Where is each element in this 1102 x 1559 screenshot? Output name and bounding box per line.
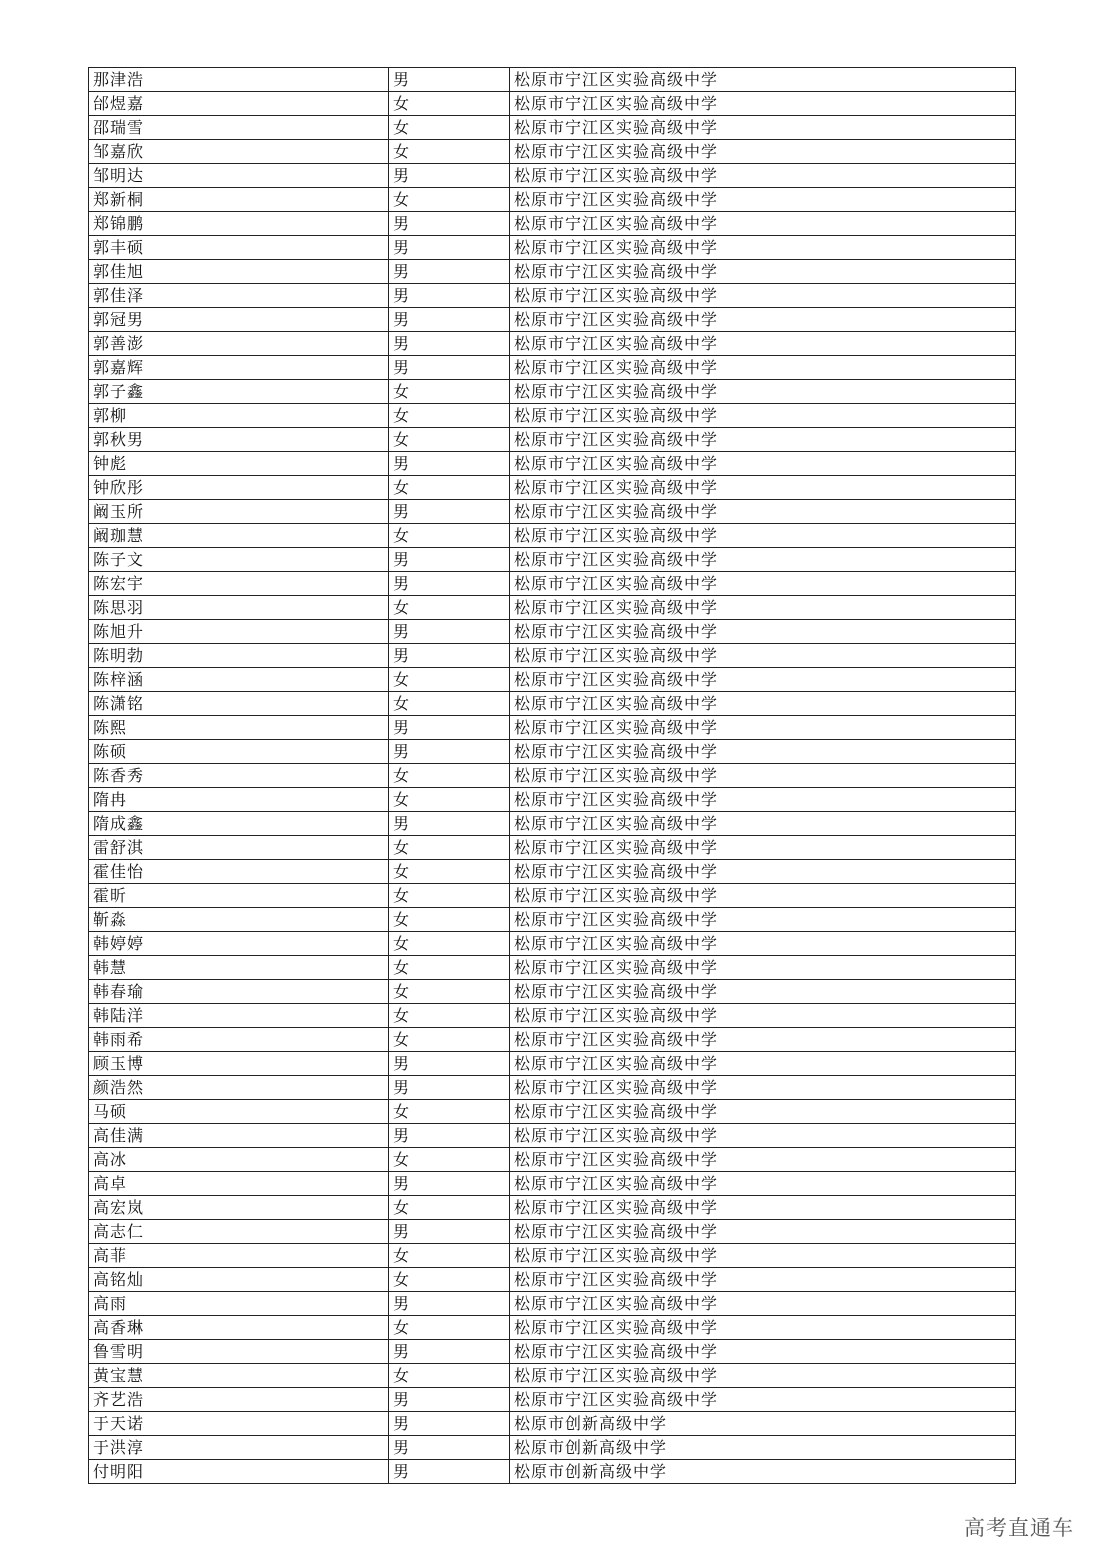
gender-cell: 女: [389, 116, 510, 140]
school-cell: 松原市宁江区实验高级中学: [510, 1340, 1016, 1364]
gender-cell: 女: [389, 476, 510, 500]
table-row: [89, 212, 1016, 236]
gender-cell: 男: [389, 500, 510, 524]
school-cell: 松原市宁江区实验高级中学: [510, 884, 1016, 908]
table-row: [89, 524, 1016, 548]
table-row: [89, 140, 1016, 164]
student-name-cell: 陈宏宇: [89, 572, 389, 596]
student-name-cell: 靳淼: [89, 908, 389, 932]
school-cell: 松原市宁江区实验高级中学: [510, 692, 1016, 716]
school-cell: 松原市宁江区实验高级中学: [510, 812, 1016, 836]
gender-cell: 女: [389, 1316, 510, 1340]
school-cell: 松原市宁江区实验高级中学: [510, 1148, 1016, 1172]
student-name-cell: 郭子鑫: [89, 380, 389, 404]
table-row: [89, 1100, 1016, 1124]
student-name-cell: 高宏岚: [89, 1196, 389, 1220]
table-row: [89, 956, 1016, 980]
school-cell: 松原市宁江区实验高级中学: [510, 284, 1016, 308]
gender-cell: 女: [389, 92, 510, 116]
school-cell: 松原市宁江区实验高级中学: [510, 524, 1016, 548]
student-roster-table: [88, 67, 1016, 1484]
student-name-cell: 郭善澎: [89, 332, 389, 356]
school-cell: 松原市宁江区实验高级中学: [510, 188, 1016, 212]
student-name-cell: 郑新桐: [89, 188, 389, 212]
gender-cell: 男: [389, 1412, 510, 1436]
school-cell: 松原市宁江区实验高级中学: [510, 236, 1016, 260]
school-cell: 松原市宁江区实验高级中学: [510, 1004, 1016, 1028]
gender-cell: 女: [389, 932, 510, 956]
gender-cell: 男: [389, 572, 510, 596]
gender-cell: 男: [389, 356, 510, 380]
gender-cell: 男: [389, 1052, 510, 1076]
student-name-cell: 于洪淳: [89, 1436, 389, 1460]
school-cell: 松原市宁江区实验高级中学: [510, 116, 1016, 140]
gender-cell: 男: [389, 68, 510, 92]
table-row: [89, 1292, 1016, 1316]
school-cell: 松原市宁江区实验高级中学: [510, 1172, 1016, 1196]
student-name-cell: 韩春瑜: [89, 980, 389, 1004]
roster-body: [89, 68, 1016, 1484]
table-row: [89, 404, 1016, 428]
school-cell: 松原市宁江区实验高级中学: [510, 68, 1016, 92]
table-row: [89, 1220, 1016, 1244]
student-name-cell: 邹嘉欣: [89, 140, 389, 164]
gender-cell: 女: [389, 140, 510, 164]
table-row: [89, 1004, 1016, 1028]
school-cell: 松原市宁江区实验高级中学: [510, 452, 1016, 476]
student-name-cell: 高雨: [89, 1292, 389, 1316]
table-row: [89, 1316, 1016, 1340]
student-name-cell: 陈熙: [89, 716, 389, 740]
table-row: [89, 356, 1016, 380]
student-name-cell: 韩陆洋: [89, 1004, 389, 1028]
school-cell: 松原市宁江区实验高级中学: [510, 1316, 1016, 1340]
school-cell: 松原市宁江区实验高级中学: [510, 980, 1016, 1004]
student-name-cell: 阚玉所: [89, 500, 389, 524]
table-row: [89, 836, 1016, 860]
school-cell: 松原市宁江区实验高级中学: [510, 260, 1016, 284]
school-cell: 松原市宁江区实验高级中学: [510, 1364, 1016, 1388]
table-row: [89, 740, 1016, 764]
school-cell: 松原市宁江区实验高级中学: [510, 740, 1016, 764]
school-cell: 松原市创新高级中学: [510, 1460, 1016, 1484]
table-row: [89, 1244, 1016, 1268]
table-row: [89, 164, 1016, 188]
student-name-cell: 高志仁: [89, 1220, 389, 1244]
table-row: [89, 596, 1016, 620]
student-name-cell: 阚珈慧: [89, 524, 389, 548]
table-row: [89, 812, 1016, 836]
gender-cell: 男: [389, 1220, 510, 1244]
gender-cell: 男: [389, 1436, 510, 1460]
table-row: [89, 1340, 1016, 1364]
table-row: [89, 428, 1016, 452]
school-cell: 松原市宁江区实验高级中学: [510, 92, 1016, 116]
table-row: [89, 332, 1016, 356]
school-cell: 松原市宁江区实验高级中学: [510, 1220, 1016, 1244]
student-name-cell: 齐艺浩: [89, 1388, 389, 1412]
table-row: [89, 260, 1016, 284]
student-name-cell: 雷舒淇: [89, 836, 389, 860]
school-cell: 松原市宁江区实验高级中学: [510, 332, 1016, 356]
table-row: [89, 1436, 1016, 1460]
school-cell: 松原市创新高级中学: [510, 1412, 1016, 1436]
gender-cell: 男: [389, 260, 510, 284]
gender-cell: 女: [389, 1028, 510, 1052]
student-name-cell: 陈明勃: [89, 644, 389, 668]
gender-cell: 男: [389, 1292, 510, 1316]
table-row: [89, 68, 1016, 92]
school-cell: 松原市宁江区实验高级中学: [510, 404, 1016, 428]
table-row: [89, 1148, 1016, 1172]
table-row: [89, 188, 1016, 212]
student-name-cell: 钟欣彤: [89, 476, 389, 500]
student-name-cell: 黄宝慧: [89, 1364, 389, 1388]
table-row: [89, 1196, 1016, 1220]
student-name-cell: 郭秋男: [89, 428, 389, 452]
table-row: [89, 500, 1016, 524]
table-row: [89, 644, 1016, 668]
student-name-cell: 郑锦鹏: [89, 212, 389, 236]
table-row: [89, 1052, 1016, 1076]
table-row: [89, 884, 1016, 908]
gender-cell: 男: [389, 1172, 510, 1196]
school-cell: 松原市宁江区实验高级中学: [510, 1244, 1016, 1268]
student-name-cell: 隋成鑫: [89, 812, 389, 836]
gender-cell: 男: [389, 620, 510, 644]
school-cell: 松原市宁江区实验高级中学: [510, 1028, 1016, 1052]
gender-cell: 女: [389, 524, 510, 548]
gender-cell: 男: [389, 548, 510, 572]
school-cell: 松原市宁江区实验高级中学: [510, 956, 1016, 980]
table-row: [89, 308, 1016, 332]
gender-cell: 男: [389, 308, 510, 332]
student-name-cell: 高卓: [89, 1172, 389, 1196]
student-name-cell: 颜浩然: [89, 1076, 389, 1100]
gender-cell: 女: [389, 1364, 510, 1388]
table-row: [89, 1028, 1016, 1052]
gender-cell: 女: [389, 764, 510, 788]
gender-cell: 女: [389, 860, 510, 884]
student-name-cell: 高铭灿: [89, 1268, 389, 1292]
school-cell: 松原市宁江区实验高级中学: [510, 380, 1016, 404]
school-cell: 松原市宁江区实验高级中学: [510, 788, 1016, 812]
student-name-cell: 陈旭升: [89, 620, 389, 644]
student-name-cell: 顾玉博: [89, 1052, 389, 1076]
school-cell: 松原市宁江区实验高级中学: [510, 164, 1016, 188]
school-cell: 松原市宁江区实验高级中学: [510, 428, 1016, 452]
school-cell: 松原市宁江区实验高级中学: [510, 500, 1016, 524]
table-row: [89, 476, 1016, 500]
student-name-cell: 于天诺: [89, 1412, 389, 1436]
school-cell: 松原市宁江区实验高级中学: [510, 932, 1016, 956]
gender-cell: 男: [389, 812, 510, 836]
school-cell: 松原市宁江区实验高级中学: [510, 596, 1016, 620]
student-name-cell: 霍佳怡: [89, 860, 389, 884]
table-row: [89, 788, 1016, 812]
gender-cell: 女: [389, 692, 510, 716]
student-name-cell: 霍昕: [89, 884, 389, 908]
table-row: [89, 1364, 1016, 1388]
school-cell: 松原市宁江区实验高级中学: [510, 908, 1016, 932]
student-name-cell: 郭佳旭: [89, 260, 389, 284]
table-row: [89, 1412, 1016, 1436]
gender-cell: 男: [389, 1124, 510, 1148]
school-cell: 松原市宁江区实验高级中学: [510, 1100, 1016, 1124]
table-row: [89, 572, 1016, 596]
school-cell: 松原市宁江区实验高级中学: [510, 836, 1016, 860]
school-cell: 松原市宁江区实验高级中学: [510, 356, 1016, 380]
gender-cell: 男: [389, 164, 510, 188]
school-cell: 松原市宁江区实验高级中学: [510, 1196, 1016, 1220]
gender-cell: 女: [389, 188, 510, 212]
gender-cell: 女: [389, 1004, 510, 1028]
student-name-cell: 高香琳: [89, 1316, 389, 1340]
student-name-cell: 马硕: [89, 1100, 389, 1124]
table-row: [89, 1460, 1016, 1484]
student-name-cell: 郭丰硕: [89, 236, 389, 260]
school-cell: 松原市宁江区实验高级中学: [510, 644, 1016, 668]
student-name-cell: 高菲: [89, 1244, 389, 1268]
school-cell: 松原市宁江区实验高级中学: [510, 620, 1016, 644]
table-row: [89, 548, 1016, 572]
student-name-cell: 韩雨希: [89, 1028, 389, 1052]
student-name-cell: 韩婷婷: [89, 932, 389, 956]
gender-cell: 女: [389, 884, 510, 908]
school-cell: 松原市宁江区实验高级中学: [510, 572, 1016, 596]
gender-cell: 男: [389, 1340, 510, 1364]
student-name-cell: 邵瑞雪: [89, 116, 389, 140]
table-row: [89, 692, 1016, 716]
school-cell: 松原市宁江区实验高级中学: [510, 764, 1016, 788]
gender-cell: 男: [389, 284, 510, 308]
table-row: [89, 1388, 1016, 1412]
gender-cell: 女: [389, 596, 510, 620]
student-name-cell: 高冰: [89, 1148, 389, 1172]
table-row: [89, 1076, 1016, 1100]
gender-cell: 男: [389, 452, 510, 476]
table-row: [89, 668, 1016, 692]
gender-cell: 女: [389, 908, 510, 932]
gender-cell: 女: [389, 1244, 510, 1268]
student-name-cell: 邰煜嘉: [89, 92, 389, 116]
student-name-cell: 陈子文: [89, 548, 389, 572]
gender-cell: 女: [389, 788, 510, 812]
table-row: [89, 284, 1016, 308]
gender-cell: 女: [389, 428, 510, 452]
table-row: [89, 1124, 1016, 1148]
student-name-cell: 那津浩: [89, 68, 389, 92]
gender-cell: 男: [389, 644, 510, 668]
student-name-cell: 陈硕: [89, 740, 389, 764]
student-name-cell: 陈香秀: [89, 764, 389, 788]
gender-cell: 女: [389, 836, 510, 860]
gender-cell: 女: [389, 668, 510, 692]
gender-cell: 男: [389, 1076, 510, 1100]
school-cell: 松原市创新高级中学: [510, 1436, 1016, 1460]
school-cell: 松原市宁江区实验高级中学: [510, 548, 1016, 572]
school-cell: 松原市宁江区实验高级中学: [510, 476, 1016, 500]
student-name-cell: 邹明达: [89, 164, 389, 188]
table-row: [89, 236, 1016, 260]
student-name-cell: 陈思羽: [89, 596, 389, 620]
gender-cell: 男: [389, 212, 510, 236]
student-name-cell: 陈潇铭: [89, 692, 389, 716]
table-row: [89, 980, 1016, 1004]
table-row: [89, 716, 1016, 740]
gender-cell: 女: [389, 380, 510, 404]
student-name-cell: 韩慧: [89, 956, 389, 980]
table-row: [89, 92, 1016, 116]
student-name-cell: 郭佳泽: [89, 284, 389, 308]
student-name-cell: 郭嘉辉: [89, 356, 389, 380]
table-row: [89, 932, 1016, 956]
table-row: [89, 116, 1016, 140]
table-row: [89, 380, 1016, 404]
school-cell: 松原市宁江区实验高级中学: [510, 308, 1016, 332]
gender-cell: 男: [389, 740, 510, 764]
table-row: [89, 620, 1016, 644]
gender-cell: 男: [389, 1388, 510, 1412]
school-cell: 松原市宁江区实验高级中学: [510, 1268, 1016, 1292]
student-name-cell: 陈梓涵: [89, 668, 389, 692]
student-name-cell: 郭柳: [89, 404, 389, 428]
student-name-cell: 隋冉: [89, 788, 389, 812]
gender-cell: 女: [389, 1100, 510, 1124]
table-row: [89, 1268, 1016, 1292]
student-name-cell: 鲁雪明: [89, 1340, 389, 1364]
gender-cell: 女: [389, 956, 510, 980]
gender-cell: 男: [389, 1460, 510, 1484]
table-row: [89, 908, 1016, 932]
school-cell: 松原市宁江区实验高级中学: [510, 716, 1016, 740]
gender-cell: 女: [389, 1196, 510, 1220]
table-row: [89, 452, 1016, 476]
school-cell: 松原市宁江区实验高级中学: [510, 668, 1016, 692]
student-name-cell: 高佳满: [89, 1124, 389, 1148]
gender-cell: 女: [389, 1148, 510, 1172]
student-name-cell: 付明阳: [89, 1460, 389, 1484]
gender-cell: 女: [389, 404, 510, 428]
school-cell: 松原市宁江区实验高级中学: [510, 860, 1016, 884]
table-row: [89, 764, 1016, 788]
gender-cell: 男: [389, 332, 510, 356]
school-cell: 松原市宁江区实验高级中学: [510, 1052, 1016, 1076]
gender-cell: 男: [389, 236, 510, 260]
school-cell: 松原市宁江区实验高级中学: [510, 1124, 1016, 1148]
school-cell: 松原市宁江区实验高级中学: [510, 1388, 1016, 1412]
table-row: [89, 860, 1016, 884]
school-cell: 松原市宁江区实验高级中学: [510, 212, 1016, 236]
student-name-cell: 郭冠男: [89, 308, 389, 332]
school-cell: 松原市宁江区实验高级中学: [510, 140, 1016, 164]
school-cell: 松原市宁江区实验高级中学: [510, 1292, 1016, 1316]
student-name-cell: 钟彪: [89, 452, 389, 476]
table-row: [89, 1172, 1016, 1196]
school-cell: 松原市宁江区实验高级中学: [510, 1076, 1016, 1100]
gender-cell: 男: [389, 716, 510, 740]
gender-cell: 女: [389, 1268, 510, 1292]
gender-cell: 女: [389, 980, 510, 1004]
watermark: 高考直通车: [964, 1516, 1074, 1540]
